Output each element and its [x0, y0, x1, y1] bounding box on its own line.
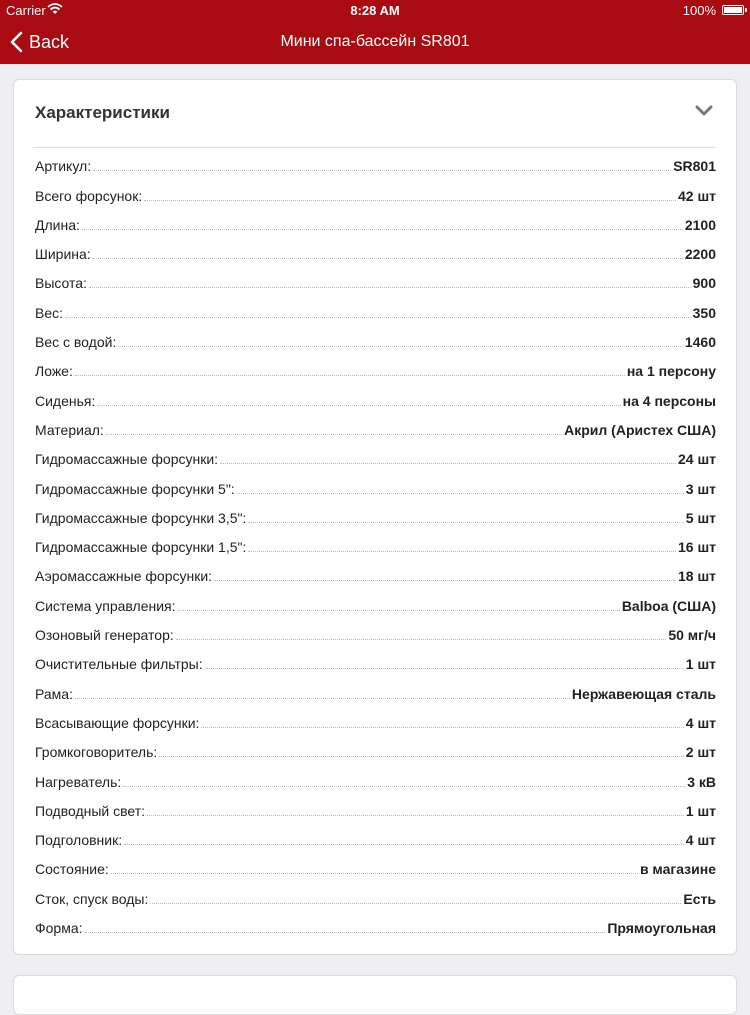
- dotted-leader: [178, 609, 620, 611]
- spec-row: [35, 853, 716, 882]
- next-card: [13, 975, 737, 1015]
- dotted-leader: [220, 462, 676, 464]
- spec-value: 50 мг/ч: [668, 627, 716, 644]
- dotted-leader: [85, 931, 606, 933]
- dotted-leader: [118, 345, 683, 347]
- spec-value: 2100: [684, 216, 716, 233]
- dotted-leader: [93, 257, 683, 259]
- spec-label: Всасывающие форсунки:: [35, 714, 200, 731]
- dotted-leader: [75, 697, 570, 699]
- dotted-leader: [201, 726, 683, 728]
- battery-icon: [722, 5, 744, 15]
- dotted-leader: [75, 374, 625, 376]
- navigation-bar: [0, 22, 750, 64]
- spec-row: [35, 267, 716, 296]
- spec-value: 350: [692, 304, 716, 321]
- spec-label: Рама:: [35, 685, 73, 702]
- spec-value: 1460: [684, 334, 716, 351]
- spec-label: Аэромассажные форсунки:: [35, 568, 213, 585]
- spec-value: 24 шт: [678, 451, 716, 468]
- spec-value: на 1 персону: [626, 363, 716, 380]
- spec-row: [35, 472, 716, 501]
- dotted-leader: [65, 316, 691, 318]
- spec-label: Длина:: [35, 216, 80, 233]
- spec-value: Нержавеющая сталь: [571, 685, 716, 702]
- spec-label: Вес с водой:: [35, 334, 117, 351]
- chevron-down-icon[interactable]: [695, 104, 713, 118]
- dotted-leader: [147, 814, 684, 816]
- spec-label: Сиденья:: [35, 392, 96, 409]
- spec-row: [35, 560, 716, 589]
- dotted-leader: [89, 286, 691, 288]
- spec-row: [35, 707, 716, 736]
- spec-row: [35, 414, 716, 443]
- dotted-leader: [97, 404, 620, 406]
- spec-label: Состояние:: [35, 861, 109, 878]
- spec-label: Система управления:: [35, 597, 176, 614]
- dotted-leader: [106, 433, 562, 435]
- spec-row: [35, 589, 716, 618]
- spec-value: 2200: [684, 246, 716, 263]
- carrier-label: Carrier: [6, 3, 46, 18]
- dotted-leader: [214, 579, 676, 581]
- dotted-leader: [123, 785, 685, 787]
- spec-row: [35, 795, 716, 824]
- spec-label: Гидромассажные форсунки 5":: [35, 480, 235, 497]
- page-title: Мини спа-бассейн SR801: [280, 33, 470, 50]
- spec-row: [35, 677, 716, 706]
- spec-value: 18 шт: [678, 568, 716, 585]
- dotted-leader: [150, 902, 681, 904]
- specs-title: Характеристики: [35, 103, 170, 122]
- specs-header[interactable]: [34, 80, 716, 148]
- spec-value: на 4 персоны: [622, 392, 716, 409]
- spec-label: Нагреватель:: [35, 773, 122, 790]
- dotted-leader: [93, 169, 671, 171]
- spec-value: 42 шт: [678, 187, 716, 204]
- spec-row: [35, 150, 716, 179]
- spec-row: [35, 384, 716, 413]
- spec-label: Высота:: [35, 275, 87, 292]
- spec-row: [35, 912, 716, 941]
- spec-value: 1 шт: [685, 802, 716, 819]
- spec-label: Материал:: [35, 421, 104, 438]
- spec-label: Громкоговоритель:: [35, 744, 158, 761]
- spec-row: [35, 355, 716, 384]
- spec-row: [35, 882, 716, 911]
- dotted-leader: [205, 667, 684, 669]
- dotted-leader: [82, 228, 683, 230]
- spec-label: Всего форсунок:: [35, 187, 143, 204]
- spec-label: Сток, спуск воды:: [35, 890, 149, 907]
- spec-label: Ложе:: [35, 363, 73, 380]
- battery-percent: 100%: [682, 3, 716, 18]
- dotted-leader: [144, 199, 676, 201]
- dotted-leader: [159, 755, 684, 757]
- status-bar: [0, 0, 750, 22]
- spec-value: 3 кВ: [687, 773, 716, 790]
- spec-row: [35, 619, 716, 648]
- spec-label: Форма:: [35, 920, 83, 937]
- spec-row: [35, 443, 716, 472]
- back-label: Back: [29, 31, 70, 52]
- spec-value: Есть: [683, 890, 716, 907]
- spec-label: Подголовник:: [35, 832, 123, 849]
- dotted-leader: [248, 550, 676, 552]
- spec-row: [35, 179, 716, 208]
- spec-row: [35, 209, 716, 238]
- spec-value: 16 шт: [678, 539, 716, 556]
- spec-value: 1 шт: [685, 656, 716, 673]
- spec-value: 4 шт: [685, 832, 716, 849]
- spec-row: [35, 326, 716, 355]
- spec-row: [35, 531, 716, 560]
- specs-list: [35, 150, 716, 941]
- spec-label: Гидромассажные форсунки 1,5":: [35, 539, 247, 556]
- spec-value: в магазине: [639, 861, 716, 878]
- spec-label: Очистительные фильтры:: [35, 656, 203, 673]
- spec-value: Прямоугольная: [607, 920, 716, 937]
- dotted-leader: [248, 521, 683, 523]
- spec-value: 900: [692, 275, 716, 292]
- clock: 8:28 AM: [350, 3, 400, 18]
- spec-label: Подводный свет:: [35, 802, 146, 819]
- spec-value: 2 шт: [685, 744, 716, 761]
- dotted-leader: [111, 872, 638, 874]
- spec-row: [35, 296, 716, 325]
- spec-label: Гидромассажные форсунки 3,5":: [35, 509, 247, 526]
- spec-row: [35, 648, 716, 677]
- spec-label: Гидромассажные форсунки:: [35, 451, 219, 468]
- spec-value: SR801: [673, 158, 716, 175]
- specs-card: [13, 79, 737, 955]
- dotted-leader: [124, 843, 684, 845]
- dotted-leader: [237, 492, 684, 494]
- spec-value: 5 шт: [685, 509, 716, 526]
- spec-value: 4 шт: [685, 714, 716, 731]
- top-bar: [0, 0, 750, 64]
- spec-row: [35, 238, 716, 267]
- spec-row: [35, 736, 716, 765]
- spec-label: Ширина:: [35, 246, 91, 263]
- spec-value: 3 шт: [685, 480, 716, 497]
- spec-value: Акрил (Аристех США): [564, 421, 716, 438]
- spec-label: Вес:: [35, 304, 64, 321]
- dotted-leader: [176, 638, 667, 640]
- spec-label: Озоновый генератор:: [35, 627, 174, 644]
- spec-row: [35, 765, 716, 794]
- spec-row: [35, 824, 716, 853]
- spec-value: Balboa (США): [621, 597, 716, 614]
- spec-row: [35, 502, 716, 531]
- spec-label: Артикул:: [35, 158, 92, 175]
